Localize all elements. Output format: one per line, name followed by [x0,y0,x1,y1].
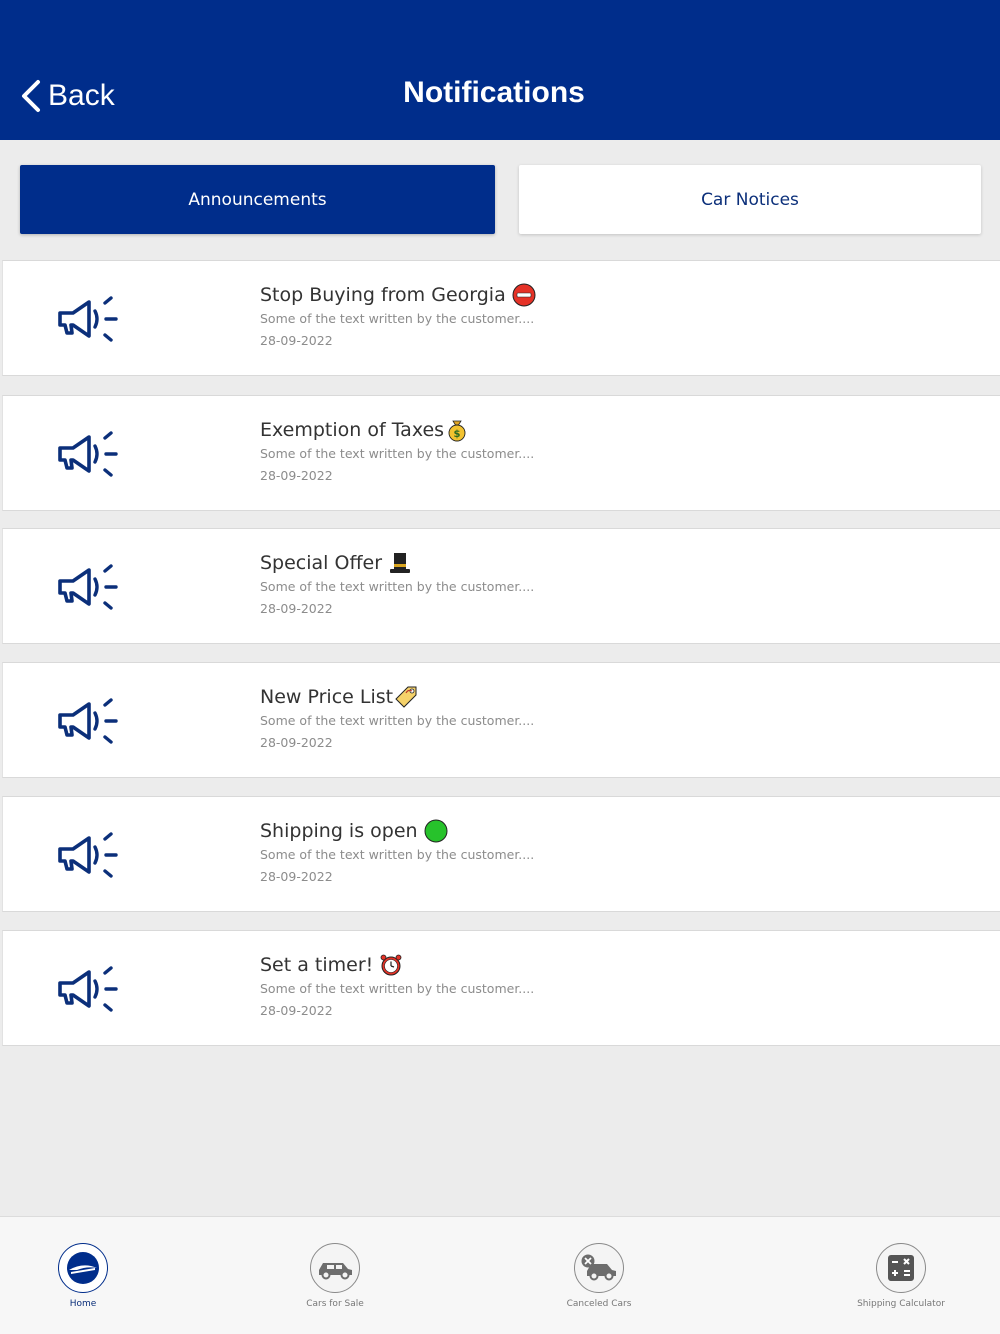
megaphone-icon [55,829,121,879]
notification-description: Some of the text written by the customer.... [260,311,535,326]
nav-canceled-cars[interactable] [529,1243,669,1309]
notification-item[interactable] [2,796,1000,912]
megaphone-icon [55,561,121,611]
notification-item[interactable] [2,662,1000,778]
price-tag-icon [394,685,418,709]
notification-item[interactable] [2,528,1000,644]
notification-date: 28-09-2022 [260,869,333,884]
notification-title-row [260,819,448,843]
notification-description: Some of the text written by the customer.... [260,847,535,862]
bottom-nav [0,1216,1000,1334]
calculator-icon [876,1243,926,1293]
nav-home-label: Home [69,1299,97,1309]
notification-title: Stop Buying from Georgia [260,284,506,306]
notification-date: 28-09-2022 [260,601,333,616]
notification-title: New Price List [260,686,394,708]
notification-item[interactable] [2,930,1000,1046]
notification-title-row [260,953,403,977]
tab-announcements-label: Announcements [188,189,327,210]
back-label: Back [48,79,115,112]
nav-shipping-calculator[interactable] [831,1243,971,1309]
svg-text:$: $ [453,429,461,440]
notification-item[interactable] [2,260,1000,376]
notification-title-row [260,551,412,575]
nav-cars-for-sale[interactable] [265,1243,405,1309]
page-title: Notifications [403,76,585,109]
canceled-car-icon [574,1243,624,1293]
money-bag-icon [445,418,469,442]
notification-date: 28-09-2022 [260,333,333,348]
car-sale-icon [310,1243,360,1293]
notification-title: Set a timer! [260,954,374,976]
top-hat-icon [388,551,412,575]
notification-date: 28-09-2022 [260,735,333,750]
notification-title-row [260,283,536,307]
notification-title: Shipping is open [260,820,418,842]
notification-description: Some of the text written by the customer.... [260,981,535,996]
app-header [0,0,1000,140]
megaphone-icon [55,293,121,343]
tab-announcements[interactable] [20,165,495,234]
no-entry-icon [512,283,536,307]
notification-title: Exemption of Taxes [260,419,445,441]
notification-title-row [260,685,418,709]
notification-description: Some of the text written by the customer.... [260,713,535,728]
alarm-clock-icon [379,953,403,977]
notification-date: 28-09-2022 [260,468,333,483]
notification-title: Special Offer [260,552,383,574]
notification-title-row [260,418,469,442]
notification-item[interactable] [2,395,1000,511]
nav-home[interactable] [13,1243,153,1309]
megaphone-icon [55,695,121,745]
notification-date: 28-09-2022 [260,1003,333,1018]
tab-car-notices-label: Car Notices [701,189,799,210]
notification-description: Some of the text written by the customer.... [260,579,535,594]
nav-cars-for-sale-label: Cars for Sale [306,1299,364,1309]
megaphone-icon [55,963,121,1013]
green-circle-icon [424,819,448,843]
home-logo-icon [58,1243,108,1293]
megaphone-icon [55,428,121,478]
notification-description: Some of the text written by the customer.... [260,446,535,461]
tab-car-notices[interactable] [519,165,981,234]
nav-shipping-calculator-label: Shipping Calculator [857,1299,945,1309]
nav-canceled-cars-label: Canceled Cars [566,1299,632,1309]
